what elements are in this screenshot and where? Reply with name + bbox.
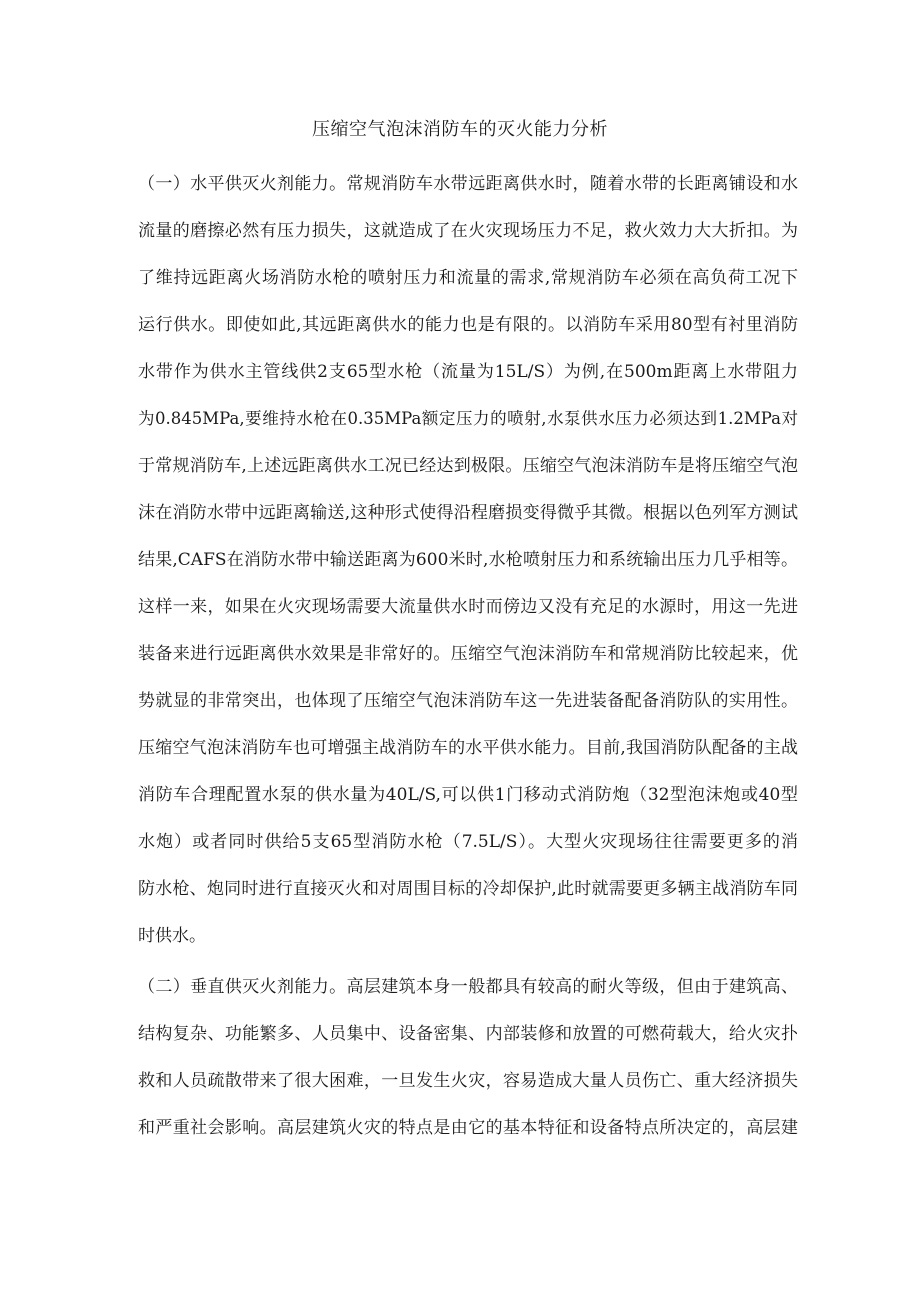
document-title: 压缩空气泡沫消防车的灭火能力分析 — [312, 119, 608, 140]
paragraph-2-line-4: 和严重社会影响。高层建筑火灾的特点是由它的基本特征和设备特点所决定的，高层建 — [138, 1118, 798, 1138]
paragraph-1-line-15: 水炮）或者同时供给5支65型消防水枪（7.5L/S）。大型火灾现场往往需要更多的消 — [138, 832, 798, 852]
paragraph-1-line-16: 防水枪、炮同时进行直接灭火和对周围目标的冷却保护,此时就需要更多辆主战消防车同 — [138, 879, 798, 899]
paragraph-1-line-10: 这样一来，如果在火灾现场需要大流量供水时而傍边又没有充足的水源时，用这一先进 — [138, 597, 798, 617]
paragraph-2-line-3: 救和人员疏散带来了很大困难，一旦发生火灾，容易造成大量人员伤亡、重大经济损失 — [138, 1071, 798, 1091]
paragraph-1-line-5: 水带作为供水主管线供2支65型水枪（流量为15L/S）为例,在500m距离上水带阻力 — [138, 362, 798, 382]
paragraph-2-line-1: （二）垂直供灭火剂能力。高层建筑本身一般都具有较高的耐火等级，但由于建筑高、 — [138, 977, 798, 997]
paragraph-1-line-2: 流量的磨擦必然有压力损失，这就造成了在火灾现场压力不足，救火效力大大折扣。为 — [138, 221, 798, 241]
paragraph-1-line-8: 沫在消防水带中远距离输送,这种形式使得沿程磨损变得微乎其微。根据以色列军方测试 — [138, 503, 798, 523]
paragraph-1-line-13: 压缩空气泡沫消防车也可增强主战消防车的水平供水能力。目前,我国消防队配备的主战 — [138, 738, 798, 758]
paragraph-1-line-6: 为0.845MPa,要维持水枪在0.35MPa额定压力的喷射,水泵供水压力必须达到1.2MPa对 — [138, 409, 798, 428]
paragraph-1-line-4: 运行供水。即使如此,其远距离供水的能力也是有限的。以消防车采用80型有衬里消防 — [138, 315, 798, 335]
paragraph-1-line-14: 消防车合理配置水泵的供水量为40L/S,可以供1门移动式消防炮（32型泡沫炮或40型 — [138, 785, 798, 805]
paragraph-1-line-3: 了维持远距离火场消防水枪的喷射压力和流量的需求,常规消防车必须在高负荷工况下 — [138, 268, 798, 288]
paragraph-1-line-7: 于常规消防车,上述远距离供水工况已经达到极限。压缩空气泡沫消防车是将压缩空气泡 — [138, 456, 798, 476]
paragraph-1-line-11: 装备来进行远距离供水效果是非常好的。压缩空气泡沫消防车和常规消防比较起来，优 — [138, 644, 798, 664]
paragraph-2-line-2: 结构复杂、功能繁多、人员集中、设备密集、内部装修和放置的可燃荷载大，给火灾扑 — [138, 1024, 798, 1044]
paragraph-1-line-9: 结果,CAFS在消防水带中输送距离为600米时,水枪喷射压力和系统输出压力几乎相等。 — [138, 550, 798, 570]
paragraph-1-line-1: （一）水平供灭火剂能力。常规消防车水带远距离供水时，随着水带的长距离铺设和水 — [138, 174, 798, 194]
paragraph-1-line-12: 势就显的非常突出，也体现了压缩空气泡沫消防车这一先进装备配备消防队的实用性。 — [138, 691, 798, 711]
paragraph-1-line-17: 时供水。 — [138, 926, 206, 946]
